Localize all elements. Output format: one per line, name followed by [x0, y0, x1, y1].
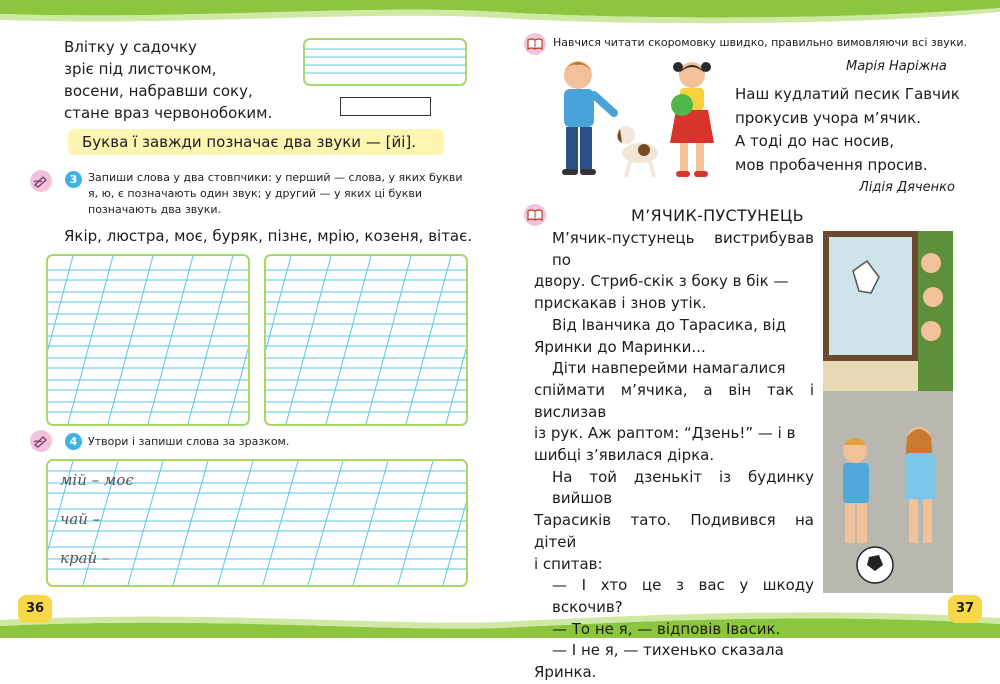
- poem-line: зріє під листочком,: [64, 60, 217, 78]
- story-line: — І не я, — тихенько сказала: [552, 641, 784, 660]
- writing-grid-right[interactable]: [264, 254, 468, 426]
- task-3-instruction: Запиши слова у два стовпчики: у перший — слова, у яких букви я, ю, є позначають один звук; у другий — у яких ці букви позначають два звуки.: [88, 171, 463, 216]
- story-line: Від Іванчика до Тарасика, від: [552, 315, 787, 334]
- word-list: Якір, люстра, моє, буряк, пізнє, мрію, козеня, вітає.: [64, 227, 473, 245]
- writing-lines: [305, 40, 465, 84]
- poem-line: Влітку у садочку: [64, 38, 197, 56]
- story-line: двору. Стриб-скік з боку в бік —: [534, 272, 789, 291]
- poem-line: стане враз червонобоким.: [64, 104, 273, 122]
- book-icon: [524, 204, 546, 226]
- tongue-twister-instruction: Навчися читати скоромовку швидко, правильно вимовляючи всі звуки.: [553, 36, 968, 49]
- sample-line-1: мій – моє: [60, 471, 134, 489]
- pencil-hand-icon: [30, 170, 52, 192]
- task-number-4: 4: [65, 433, 82, 450]
- story-title: М’ЯЧИК-ПУСТУНЕЦЬ: [631, 206, 804, 225]
- story-line: і спитав:: [534, 554, 603, 573]
- story-line: — То не я, — відповів Івасик.: [552, 619, 781, 638]
- story-line: — І хто це з вас у шкоду вскочив?: [552, 576, 814, 616]
- story-line: шибці з’явилася дірка.: [534, 446, 715, 465]
- grid-lines: [266, 256, 466, 424]
- rule-text: Буква ї завжди позначає два звуки — [йі].: [82, 133, 416, 151]
- author-2: Лідія Дяченко: [859, 180, 955, 195]
- tongue-twister-poem: [735, 83, 960, 177]
- children-with-dog-illustration: [540, 55, 725, 185]
- story-line: Яринки до Маринки...: [534, 337, 706, 356]
- writing-grid-left[interactable]: [46, 254, 250, 426]
- story-line: На той дзенькіт із будинку вийшов: [552, 467, 814, 508]
- story-line: Яринка.: [534, 663, 597, 682]
- page-number-left: 36: [18, 595, 52, 623]
- story-line: із рук. Аж раптом: “Дзень!” — і в: [534, 424, 796, 443]
- task-number-3: 3: [65, 171, 82, 188]
- story-line: М’ячик-пустунець вистрибував по: [552, 229, 814, 269]
- rule-box: [68, 129, 444, 155]
- riddle-poem: [64, 36, 294, 124]
- poem-line: Наш кудлатий песик Гавчик: [735, 85, 960, 103]
- poem-line: прокусив учора м’ячик.: [735, 108, 921, 127]
- poem-line: мов пробачення просив.: [735, 155, 928, 174]
- poem-line: А тоді до нас носив,: [735, 132, 895, 150]
- answer-writing-box[interactable]: [303, 38, 467, 86]
- broken-window-illustration: [823, 231, 953, 593]
- sample-line-3: край –: [60, 549, 110, 567]
- sample-line-2: чай –: [60, 510, 101, 528]
- poem-line: восени, набравши соку,: [64, 82, 253, 100]
- writing-grid-bottom[interactable]: [46, 459, 468, 587]
- author-1: Марія Наріжна: [846, 59, 947, 74]
- grid-lines: [48, 256, 248, 424]
- story-text: [534, 228, 814, 684]
- bottom-wave-decoration: [0, 598, 1000, 638]
- book-icon: [524, 33, 546, 55]
- page-number-right: 37: [948, 595, 982, 623]
- task-4-instruction: Утвори і запиши слова за зразком.: [88, 435, 290, 448]
- answer-scheme-box[interactable]: [340, 97, 431, 116]
- story-line: Тарасиків тато. Подивився на дітей: [534, 511, 814, 551]
- story-line: Діти навперейми намагалися: [552, 359, 786, 378]
- story-line: спіймати м’ячика, а він так і вислизав: [534, 380, 814, 421]
- pencil-hand-icon: [30, 430, 52, 452]
- story-line: прискакав і знов утік.: [534, 294, 707, 313]
- top-wave-decoration: [0, 0, 1000, 34]
